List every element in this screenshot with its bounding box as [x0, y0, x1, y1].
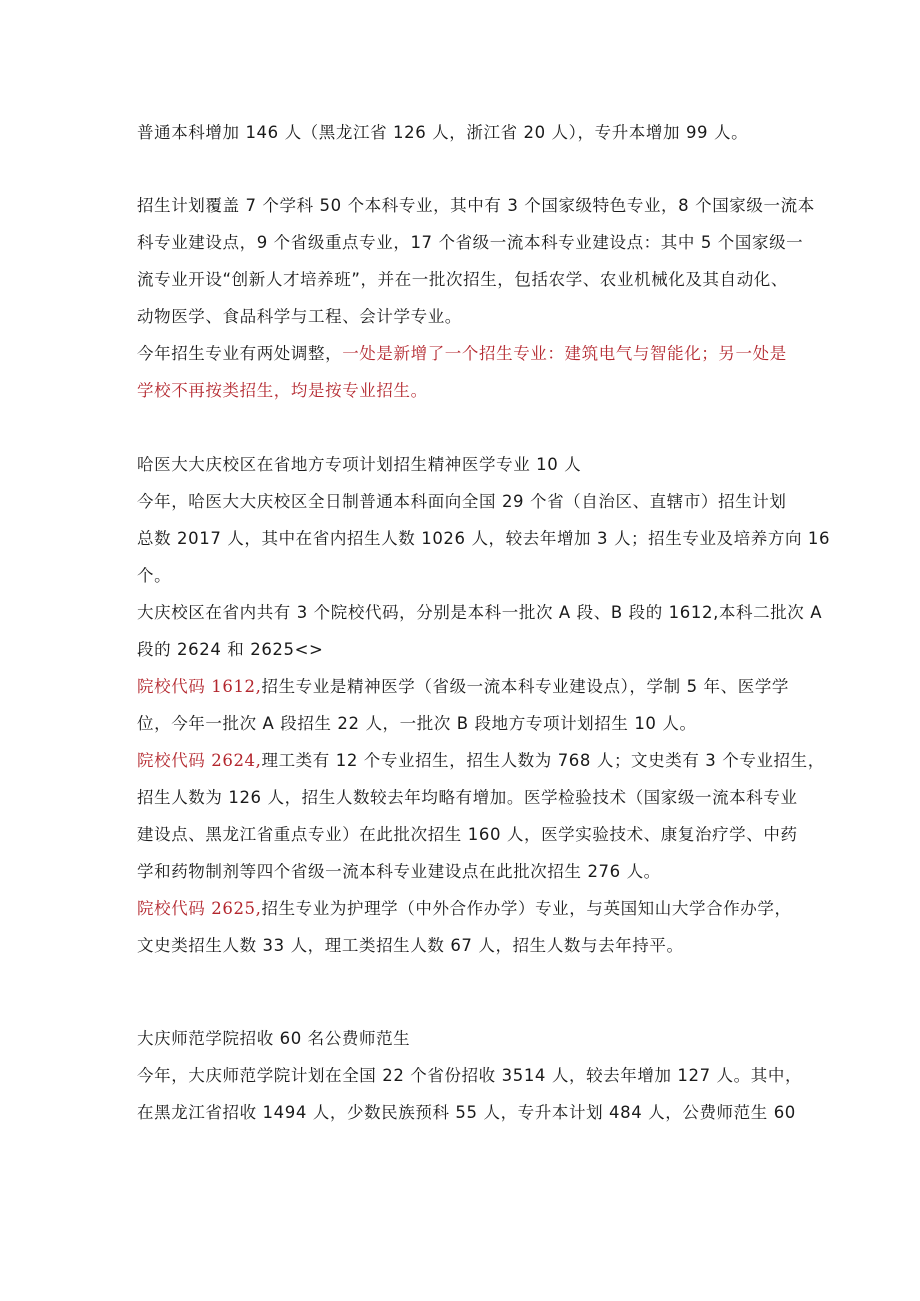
code-2625-line-1 — [137, 897, 792, 921]
code-2625-line-2: 文史类招生人数 33 人，理工类招生人数 67 人，招生人数与去年持平。 — [137, 936, 684, 955]
section-heading-dashi: 大庆师范学院招收 60 名公费师范生 — [137, 1029, 411, 1048]
code-2624-text: 理工类有 12 个专业招生，招生人数为 768 人；文史类有 3 个专业招生， — [261, 751, 825, 770]
dashi-line-2: 在黑龙江省招收 1494 人，少数民族预科 55 人，专升本计划 484 人，公费师范生 60 — [137, 1103, 796, 1122]
adjustments-highlight: 一处是新增了一个招生专业：建筑电气与智能化；另一处是 — [342, 344, 787, 363]
code-1612-line-2: 位，今年一批次 A 段招生 22 人，一批次 B 段地方专项计划招生 10 人。 — [137, 714, 697, 733]
section-heading-hayida: 哈医大大庆校区在省地方专项计划招生精神医学专业 10 人 — [137, 455, 582, 474]
para-majors-line-3: 流专业开设“创新人才培养班”，并在一批次招生，包括农学、农业机械化及其自动化、 — [137, 270, 788, 289]
code-1612-line-1 — [137, 675, 789, 699]
hayida-codes-line-1: 大庆校区在省内共有 3 个院校代码，分别是本科一批次 A 段、B 段的 1612,本科二批次 A — [137, 603, 823, 622]
hayida-intro-line-2: 总数 2017 人，其中在省内招生人数 1026 人，较去年增加 3 人；招生专业及培养方向 16 — [137, 529, 831, 548]
code-1612-text: 招生专业是精神医学（省级一流本科专业建设点），学制 5 年、医学学 — [261, 677, 790, 696]
dashi-line-1: 今年，大庆师范学院计划在全国 22 个省份招收 3514 人，较去年增加 127 人。其中， — [137, 1066, 803, 1085]
para-majors-line-4: 动物医学、食品科学与工程、会计学专业。 — [137, 307, 462, 326]
code-2624-line-2: 招生人数为 126 人，招生人数较去年均略有增加。医学检验技术（国家级一流本科专业 — [137, 788, 798, 807]
adjustments-intro: 今年招生专业有两处调整， — [137, 344, 343, 363]
code-2625-label: 院校代码 2625, — [137, 899, 262, 918]
code-2624-label: 院校代码 2624, — [137, 751, 262, 770]
code-2624-line-1 — [137, 749, 825, 773]
hayida-intro-line-3: 个。 — [137, 566, 172, 585]
code-2624-line-4: 学和药物制剂等四个省级一流本科专业建设点在此批次招生 276 人。 — [137, 862, 661, 881]
hayida-intro-line-1: 今年，哈医大大庆校区全日制普通本科面向全国 29 个省（自治区、直辖市）招生计划 — [137, 492, 787, 511]
para-majors-line-1: 招生计划覆盖 7 个学科 50 个本科专业，其中有 3 个国家级特色专业，8 个国家级一流本 — [137, 196, 815, 215]
para-enrollment-increase: 普通本科增加 146 人（黑龙江省 126 人，浙江省 20 人），专升本增加 99 人。 — [137, 123, 749, 142]
code-2625-text: 招生专业为护理学（中外合作办学）专业，与英国知山大学合作办学， — [261, 899, 792, 918]
hayida-codes-line-2: 段的 2624 和 2625<> — [137, 640, 324, 659]
para-adjustments-line-2: 学校不再按类招生，均是按专业招生。 — [137, 381, 428, 400]
para-adjustments-line-1 — [137, 342, 787, 366]
code-1612-label: 院校代码 1612, — [137, 677, 262, 696]
para-majors-line-2: 科专业建设点，9 个省级重点专业，17 个省级一流本科专业建设点：其中 5 个国家级一 — [137, 233, 804, 252]
code-2624-line-3: 建设点、黑龙江省重点专业）在此批次招生 160 人，医学实验技术、康复治疗学、中药 — [137, 825, 798, 844]
